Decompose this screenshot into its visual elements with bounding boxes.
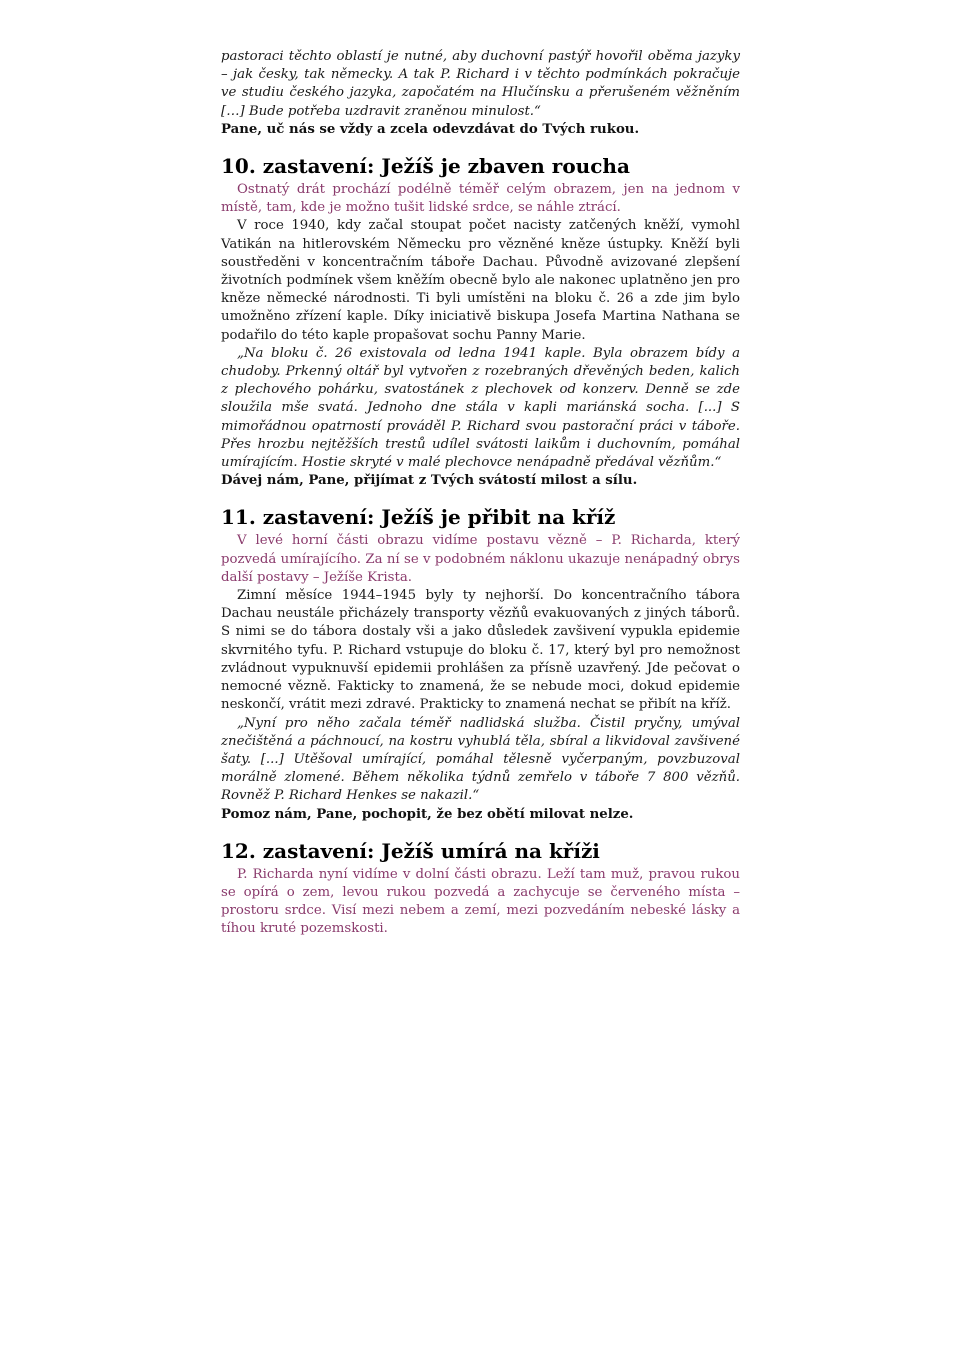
section-heading: 11. zastavení: Ježíš je přibit na kříž <box>221 505 616 530</box>
section-quote: „Na bloku č. 26 existovala od ledna 1941 kaple. Byla obrazem bídy a chudoby. Prkenný oltář byl vytvořen z rozebraných dřevěných beden, kalich z plechového pohárku, svatostánek z plechovek od konzerv. Denně se zde sloužila mše svatá. Jednoho dne stála v kapli mariánská socha. [...] S mimořádnou opatrností prováděl P. Richard svou pastorační práci v táboře. Přes hrozbu nejtěžších trestů udílel svátosti laikům i duchovním, pomáhal umírajícím. Hostie skryté v malé plechovce nenápadně předával vězňům.“ <box>221 345 740 471</box>
section-heading: 10. zastavení: Ježíš je zbaven roucha <box>221 154 630 179</box>
intro-prayer: Pane, uč nás se vždy a zcela odevzdávat do Tvých rukou. <box>221 121 640 137</box>
section-12 <box>221 838 740 939</box>
section-heading: 12. zastavení: Ježíš umírá na kříži <box>221 838 600 863</box>
image-description: P. Richarda nyní vidíme v dolní části obrazu. Leží tam muž, pravou rukou se opírá o zem, levou rukou pozvedá a zachycuje se červeného místa – prostoru srdce. Visí mezi nebem a zemí, mezi pozvedáním nebeské lásky a tíhou kruté pozemskosti. <box>221 866 740 937</box>
section-prayer: Pomoz nám, Pane, pochopit, že bez obětí milovat nelze. <box>221 806 634 822</box>
section-prayer: Dávej nám, Pane, přijímat z Tvých svátostí milost a sílu. <box>221 473 638 489</box>
section-body: V roce 1940, kdy začal stoupat počet nacisty zatčených kněží, vymohl Vatikán na hitlerovském Německu pro vězněné kněze ústupky. Kněží byli soustředěni v koncentračním táboře Dachau. Původně avizované zlepšení životních podmínek všem kněžím obecně bylo ale nakonec uplatněno jen pro kněze německé národnosti. Ti byli umístěni na bloku č. 26 a zde jim bylo umožněno zřízení kaple. Díky iniciativě biskupa Josefa Martina Nathana se podařilo do této kaple propašovat sochu Panny Marie. <box>221 218 740 343</box>
intro-quote: pastoraci těchto oblastí je nutné, aby duchovní pastýř hovořil oběma jazyky – jak česky, tak německy. A tak P. Richard i v těchto podmínkách pokračuje ve studiu českého jazyka, započatém na Hlučínsku a přerušeném věžněním […] Bude potřeba uzdravit zraněnou minulost.“ <box>221 49 740 119</box>
section-body: Zimní měsíce 1944–1945 byly ty nejhorší. Do koncentračního tábora Dachau neustále přicházely transporty vězňů evakuovaných z jiných táborů. S nimi se do tábora dostaly vši a jako důsledek zavšivení vypukla epidemie skvrnitého tyfu. P. Richard vstupuje do bloku č. 17, který byl pro nemožnost zvládnout vypuknuvší epidemii prohlášen za přísně uzavřený. Jde pečovat o nemocné vězně. Fakticky to znamená, že se nebude moci, dokud epidemie neskončí, vrátit mezi zdravé. Prakticky to znamená nechat se přibít na kříž. <box>221 588 740 713</box>
image-description: Ostnatý drát prochází podélně téměř celým obrazem, jen na jednom v místě, tam, kde je možno tušit lidské srdce, se náhle ztrácí. <box>221 182 740 216</box>
section-quote: „Nyní pro něho začala téměř nadlidská služba. Čistil pryčny, umýval znečištěná a páchnoucí, na kostru vyhublá těla, sbíral a likvidoval zavšivené šaty. [...] Utěšoval umírající, pomáhal tělesně vyčerpaným, povzbuzoval morálně zlomené. Během několika týdnů zemřelo v táboře 7 800 vězňů. Rovněž P. Richard Henkes se nakazil.“ <box>221 715 740 804</box>
image-description: V levé horní části obrazu vidíme postavu vězně – P. Richarda, který pozvedá umírajícího. Za ní se v podobném náklonu ukazuje nenápadný obrys další postavy – Ježíše Krista. <box>221 533 740 585</box>
document-page <box>221 48 740 939</box>
section-10 <box>221 153 740 490</box>
section-11 <box>221 504 740 823</box>
